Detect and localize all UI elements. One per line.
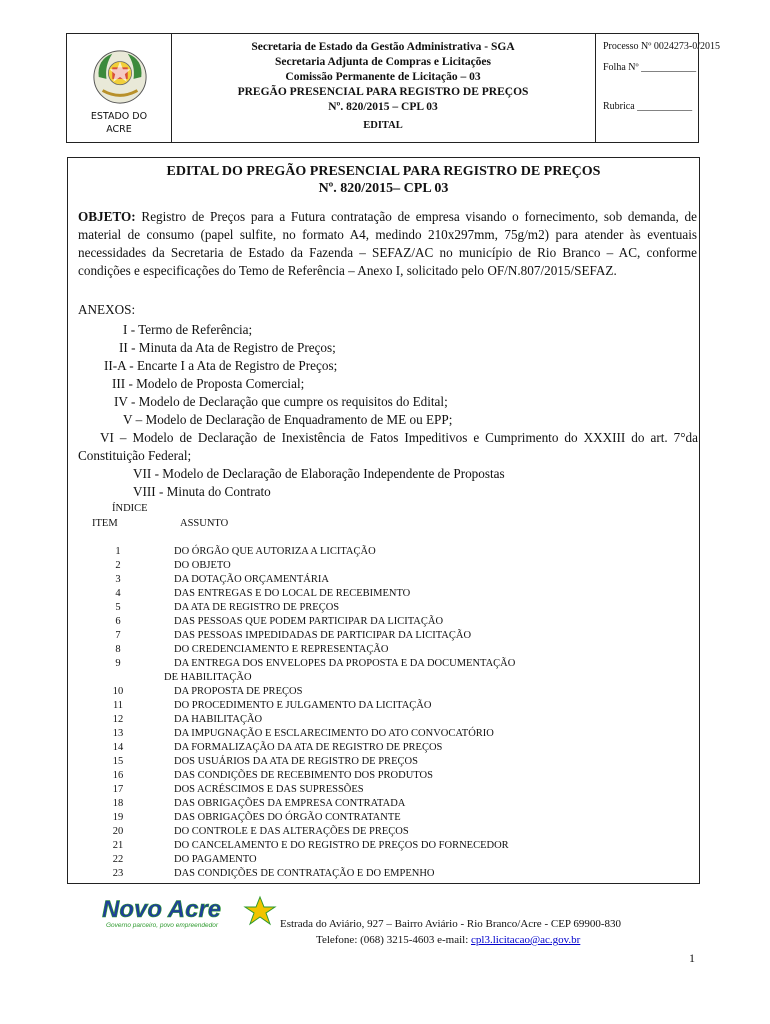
anexo-item: IV - Modelo de Declaração que cumpre os requisitos do Edital; (114, 394, 448, 409)
anexo-item: V – Modelo de Declaração de Enquadramento de ME ou EPP; (123, 412, 453, 427)
index-item-number: 21 (112, 840, 124, 851)
index-item-title: DO CANCELAMENTO E DO REGISTRO DE PREÇOS DO FORNECEDOR (174, 840, 509, 851)
index-item-title: DAS OBRIGAÇÕES DO ÓRGÃO CONTRATANTE (174, 812, 401, 823)
index-item-number: 9 (115, 658, 121, 669)
logo-slogan: Governo parceiro, povo empreendedor (106, 922, 219, 929)
state-label-line1: ESTADO DO (90, 111, 148, 122)
index-item-title: DAS OBRIGAÇÕES DA EMPRESA CONTRATADA (174, 798, 406, 809)
footer-address: Estrada do Aviário, 927 – Bairro Aviário - Rio Branco/Acre - CEP 69900-830 (280, 918, 622, 930)
index-item-title: DAS ENTREGAS E DO LOCAL DE RECEBIMENTO (174, 588, 411, 599)
index-item-number: 4 (115, 588, 121, 599)
anexo-item: VII - Modelo de Declaração de Elaboração Independente de Propostas (133, 466, 505, 481)
email-link[interactable]: cpl3.licitacao@ac.gov.br (471, 934, 581, 946)
indice-heading: ÍNDICE (112, 503, 148, 514)
index-item-number: 18 (112, 798, 124, 809)
index-item-title: DOS ACRÉSCIMOS E DAS SUPRESSÕES (174, 784, 364, 795)
index-item-number: 2 (115, 560, 121, 571)
index-item-title: DA IMPUGNAÇÃO E ESCLARECIMENTO DO ATO CONVOCATÓRIO (174, 728, 494, 739)
index-item-number: 19 (112, 812, 124, 823)
document-body-box (67, 157, 700, 884)
index-item-number: 6 (115, 616, 121, 627)
index-item-title: DAS CONDIÇÕES DE CONTRATAÇÃO E DO EMPENHO (174, 868, 435, 879)
agency-line: PREGÃO PRESENCIAL PARA REGISTRO DE PREÇOS (237, 86, 529, 98)
index-item-number: 8 (115, 644, 121, 655)
index-item-title: DO PAGAMENTO (174, 854, 257, 865)
index-item-title: DA ENTREGA DOS ENVELOPES DA PROPOSTA E DA DOCUMENTAÇÃO (174, 658, 516, 669)
index-item-number: 1 (115, 546, 121, 557)
anexo-item: III - Modelo de Proposta Comercial; (112, 376, 305, 391)
index-item-number: 15 (112, 756, 124, 767)
footer-contact (316, 934, 580, 946)
header-agency-cell (171, 34, 596, 142)
agency-block (171, 40, 595, 115)
index-item-number: 10 (112, 686, 124, 697)
index-item-number: 13 (112, 728, 124, 739)
header-seal-cell (67, 34, 172, 142)
agency-line: Comissão Permanente de Licitação – 03 (285, 71, 481, 83)
index-item-number: 12 (112, 714, 124, 725)
index-item-number: 11 (112, 700, 124, 711)
logo-text: Novo Acre (102, 896, 222, 923)
document-title (68, 163, 699, 197)
objeto-text: Registro de Preços para a Futura contratação de empresa visando o fornecimento, sob demanda, de material de consumo (papel sulfite, no formato A4, medindo 210x297mm, 75g/m2) para atender às eventuais necessidades da Secretaria de Estado da Fazenda – SEFAZ/AC no município de Rio Branco – AC, conforme condições e especificações do Temo de Referência – Anexo I, solicitado pelo OF/N.807/2015/SEFAZ. (78, 209, 697, 278)
index-item-title: DA HABILITAÇÃO (174, 714, 263, 725)
title-line2: Nº. 820/2015– CPL 03 (318, 181, 449, 196)
page-number: 1 (689, 951, 695, 965)
index-item-title: DO ÓRGÃO QUE AUTORIZA A LICITAÇÃO (174, 546, 376, 557)
index-item-title: DO CONTROLE E DAS ALTERAÇÕES DE PREÇOS (174, 826, 409, 837)
index-item-number: 5 (115, 602, 121, 613)
agency-line: Secretaria de Estado da Gestão Administrativa - SGA (251, 41, 515, 53)
index-item-title: DO CREDENCIAMENTO E REPRESENTAÇÃO (174, 644, 389, 655)
anexo-item: I - Termo de Referência; (123, 322, 253, 337)
footer-phone: Telefone: (068) 3215-4603 e-mail: (316, 934, 472, 946)
index-item-title: DO PROCEDIMENTO E JULGAMENTO DA LICITAÇÃO (174, 700, 432, 711)
index-item-title: DA ATA DE REGISTRO DE PREÇOS (174, 602, 340, 613)
header-process-cell (595, 34, 720, 142)
col-assunto-header: ASSUNTO (180, 518, 229, 529)
index-item-number: 22 (112, 854, 124, 865)
rubrica-field: Rubrica ___________ (603, 101, 693, 112)
index-item-number: 23 (112, 868, 124, 879)
title-line1: EDITAL DO PREGÃO PRESENCIAL PARA REGISTRO DE PREÇOS (166, 164, 601, 179)
index-item-number: 17 (112, 784, 124, 795)
anexo-item: II-A - Encarte I a Ata de Registro de Preços; (104, 358, 338, 373)
index-item-title: DO OBJETO (174, 560, 231, 571)
index-item-title: DAS CONDIÇÕES DE RECEBIMENTO DOS PRODUTOS (174, 770, 433, 781)
agency-line: Nº. 820/2015 – CPL 03 (328, 101, 438, 113)
state-label-line2: ACRE (106, 124, 132, 135)
process-number: Processo Nº 0024273-0/2015 (603, 41, 720, 52)
index-item-title: DA FORMALIZAÇÃO DA ATA DE REGISTRO DE PREÇOS (174, 742, 443, 753)
anexo-item: II - Minuta da Ata de Registro de Preços; (119, 340, 336, 355)
index-item-title: DAS PESSOAS QUE PODEM PARTICIPAR DA LICITAÇÃO (174, 616, 444, 627)
novo-acre-logo (100, 893, 280, 931)
state-coat-of-arms-icon (91, 48, 149, 106)
index-item-number: 20 (112, 826, 124, 837)
objeto-label: OBJETO: (78, 209, 136, 224)
index-item-title: DAS PESSOAS IMPEDIDADAS DE PARTICIPAR DA LICITAÇÃO (174, 630, 472, 641)
state-label (67, 110, 171, 136)
index-item-number: 7 (115, 630, 121, 641)
index-item-number: 16 (112, 770, 124, 781)
col-item-header: ITEM (92, 518, 118, 529)
index-item-number: 3 (115, 574, 121, 585)
index-item-title: DOS USUÁRIOS DA ATA DE REGISTRO DE PREÇOS (174, 756, 418, 767)
objeto-paragraph (78, 208, 697, 280)
anexos-heading: ANEXOS: (78, 302, 136, 317)
folha-field: Folha Nº ___________ (603, 62, 697, 73)
index-item-title: DA DOTAÇÃO ORÇAMENTÁRIA (174, 574, 329, 585)
index-item-title-continued: DE HABILITAÇÃO (164, 672, 252, 683)
agency-line: Secretaria Adjunta de Compras e Licitações (274, 56, 492, 68)
index-item-number: 14 (112, 742, 124, 753)
anexo-item: VI – Modelo de Declaração de Inexistência de Fatos Impeditivos e Cumprimento do XXXIII do art. 7°da Constituição Federal; (78, 430, 698, 463)
edital-tag: EDITAL (363, 120, 403, 131)
anexo-item: VIII - Minuta do Contrato (133, 484, 271, 499)
header-table (66, 33, 720, 143)
index-item-title: DA PROPOSTA DE PREÇOS (174, 686, 303, 697)
